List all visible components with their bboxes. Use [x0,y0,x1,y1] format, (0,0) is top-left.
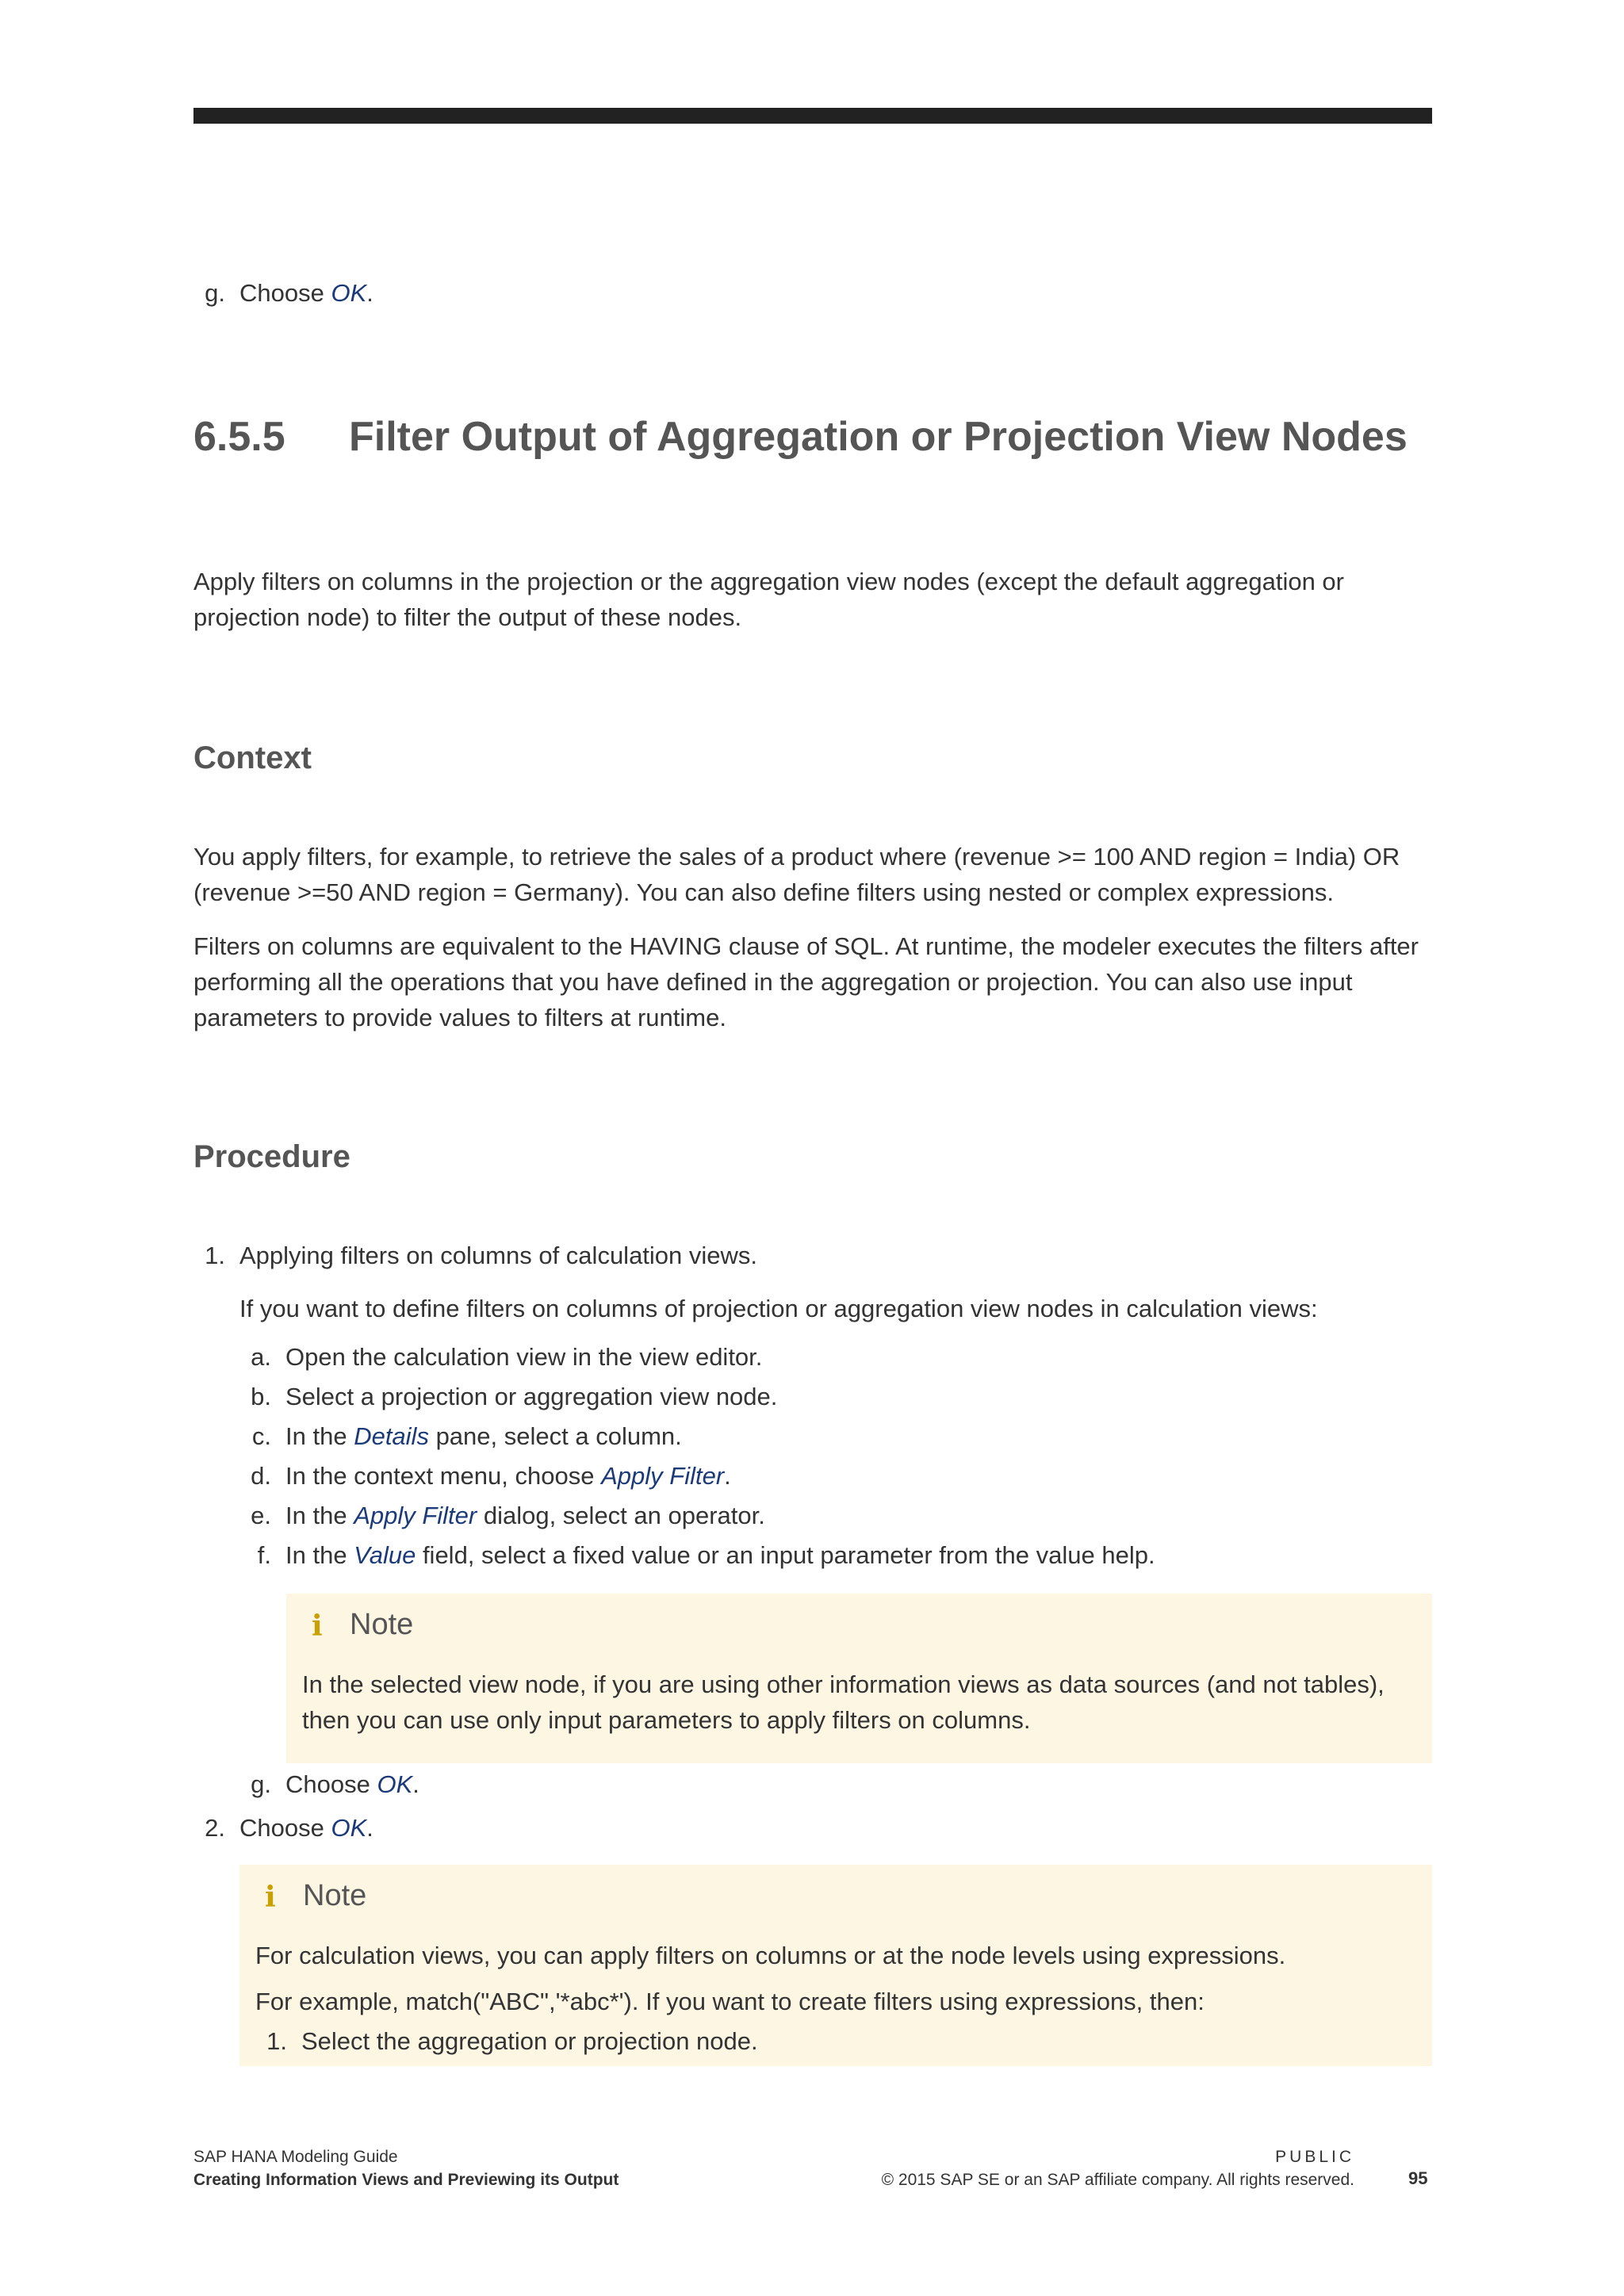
ui-term: OK [331,279,367,307]
list-item-text: Choose [239,279,331,307]
section-title: Filter Output of Aggregation or Projection View Nodes [349,414,1408,460]
footer-classification: PUBLIC [1275,2148,1354,2166]
list-item [239,1498,1350,1533]
section-intro: Apply filters on columns in the projection or the aggregation view nodes (except the default aggregation or projection node) to filter the output of these nodes. [193,568,1344,631]
ui-term: Apply Filter [354,1502,477,1529]
list-item-text: Select the aggregation or projection node. [301,2027,758,2055]
footer-guide-title: SAP HANA Modeling Guide [193,2148,398,2166]
note-text: For calculation views, you can apply filters on columns or at the node levels using expressions. [255,1942,1286,1969]
list-item-text: In the context menu, choose [285,1462,602,1490]
context-heading: Context [193,740,312,775]
list-item [239,1459,1350,1494]
list-item [193,1238,1383,1273]
note-box [286,1594,1432,1763]
list-item-text: . [412,1770,419,1798]
list-item [239,1380,1350,1414]
list-item-label: a. [251,1343,271,1371]
note-title: Note [350,1608,414,1641]
list-item-label: f. [257,1541,271,1569]
footer-copyright: © 2015 SAP SE or an SAP affiliate company. All rights reserved. [881,2171,1354,2189]
list-item-label: 2. [205,1814,225,1842]
list-item [239,1419,1350,1454]
list-item-text: . [366,1814,373,1842]
ui-term: Apply Filter [601,1462,725,1490]
footer-chapter: Creating Information Views and Previewing its Output [193,2171,619,2189]
footer-right [882,2145,1354,2191]
info-icon: i [312,1609,323,1643]
list-item-text: field, select a fixed value or an input parameter from the value help. [416,1541,1155,1569]
list-item [239,1340,1350,1375]
list-item-text: Choose [285,1770,377,1798]
list-item [239,1538,1350,1573]
list-item-label: d. [251,1462,271,1490]
ui-term: OK [331,1814,367,1842]
note-title: Note [303,1879,367,1912]
list-item [239,1767,715,1802]
context-paragraph-1: You apply filters, for example, to retrieve the sales of a product where (revenue >= 100 AND region = India) OR (revenue >=50 AND region = Germany). You can also define filters using nested or complex expressions. [193,843,1400,906]
note-text: In the selected view node, if you are using other information views as data sources (and not tables), then you can use only input parameters to apply filters on columns. [302,1670,1385,1734]
list-item-text: In the [285,1541,354,1569]
list-item-label: 1. [205,1242,225,1269]
note-text: For example, match("ABC",'*abc*'). If you want to create filters using expressions, then: [255,1988,1205,2015]
list-item-label: g. [251,1770,271,1798]
list-item-label: e. [251,1502,271,1529]
page-number: 95 [1408,2168,1428,2188]
footer-left [193,2145,619,2191]
list-item-text: Applying filters on columns of calculation views. [239,1242,758,1269]
procedure-heading: Procedure [193,1139,350,1174]
list-item [193,276,431,311]
ui-term: Value [354,1541,416,1569]
ui-term: Details [354,1422,429,1450]
section-number: 6.5.5 [193,414,285,460]
header-rule [193,108,1432,124]
list-item-text: Select a projection or aggregation view node. [285,1383,778,1410]
list-item-text: In the [285,1422,354,1450]
list-item [193,1811,669,1846]
note-box [239,1865,1432,2066]
ui-term: OK [377,1770,413,1798]
list-item-label: b. [251,1383,271,1410]
list-item-text: Choose [239,1814,331,1842]
list-item-text: Open the calculation view in the view editor. [285,1343,763,1371]
list-item-text: pane, select a column. [428,1422,682,1450]
list-item-text: . [724,1462,731,1490]
list-item-label: c. [251,1422,271,1450]
list-item-label: g. [205,279,225,307]
context-paragraph-2: Filters on columns are equivalent to the HAVING clause of SQL. At runtime, the modeler executes the filters after performing all the operations that you have defined in the aggregation or projection. You can also use input parameters to provide values to filters at runtime. [193,932,1419,1031]
info-icon: i [265,1881,276,1914]
list-item-label: 1. [266,2027,287,2055]
step-intro: If you want to define filters on columns of projection or aggregation view nodes in calculation views: [239,1295,1318,1322]
list-item-text: dialog, select an operator. [477,1502,765,1529]
list-item-text: In the [285,1502,354,1529]
punctuation: . [366,279,373,307]
